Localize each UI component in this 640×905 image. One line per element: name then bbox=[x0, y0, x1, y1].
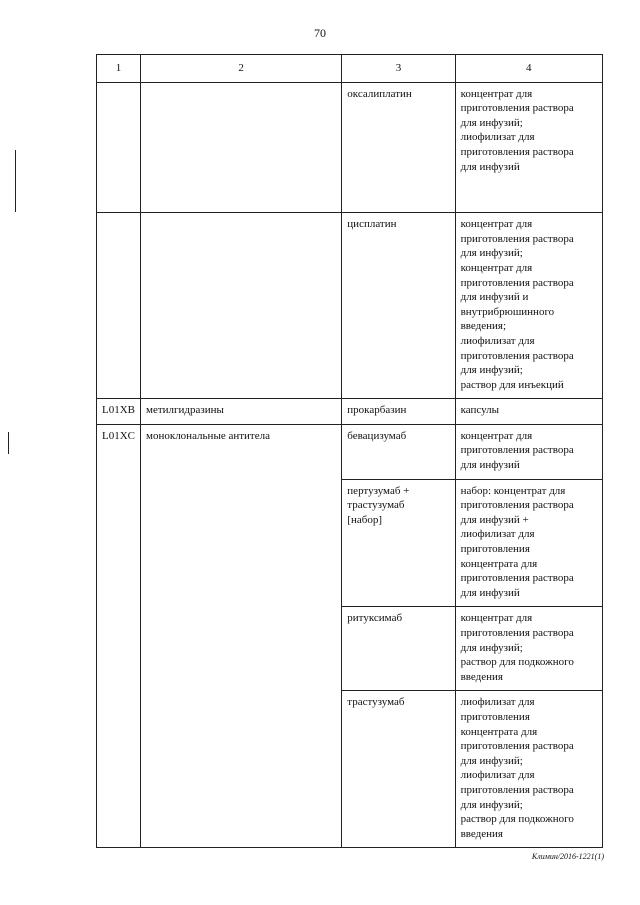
scan-mark bbox=[15, 150, 16, 212]
form-line: приготовления раствора bbox=[460, 740, 574, 753]
drug-name: бевацизумаб bbox=[347, 429, 407, 442]
form-line: введения bbox=[460, 827, 503, 840]
form-line: приготовления раствора bbox=[460, 783, 574, 796]
header-cell: 4 bbox=[455, 55, 602, 83]
drug-cell bbox=[342, 424, 455, 479]
form-line: приготовления раствора bbox=[460, 276, 574, 289]
table-row bbox=[97, 424, 603, 479]
drug-name: прокарбазин bbox=[347, 404, 407, 417]
atc-code: L01XB bbox=[102, 404, 135, 417]
form-cell bbox=[455, 607, 602, 691]
form-line: для инфузий bbox=[460, 459, 520, 472]
form-line: для инфузий; bbox=[460, 754, 523, 767]
form-line: раствор для инъекций bbox=[460, 378, 564, 391]
form-cell bbox=[455, 691, 602, 848]
form-cell bbox=[455, 399, 602, 425]
form-line: концентрат для bbox=[460, 612, 533, 625]
form-line: введения; bbox=[460, 320, 507, 333]
form-line: раствор для подкожного bbox=[460, 813, 574, 826]
group-cell bbox=[141, 82, 342, 213]
table-header-row bbox=[97, 55, 603, 83]
code-cell bbox=[97, 82, 141, 213]
form-line: для инфузий; bbox=[460, 116, 523, 129]
form-line: приготовления раствора bbox=[460, 349, 574, 362]
form-line: для инфузий; bbox=[460, 364, 523, 377]
drug-name: оксалиплатин bbox=[347, 87, 412, 100]
header-cell: 1 bbox=[97, 55, 141, 83]
form-line: приготовления раствора bbox=[460, 444, 574, 457]
scan-mark bbox=[8, 432, 9, 454]
group-cell bbox=[141, 424, 342, 847]
form-line: концентрата для bbox=[460, 725, 538, 738]
form-line: капсулы bbox=[460, 404, 500, 417]
form-line: для инфузий bbox=[460, 160, 520, 173]
header-cell: 3 bbox=[342, 55, 455, 83]
form-line: приготовления раствора bbox=[460, 627, 574, 639]
page-number: 70 bbox=[314, 26, 326, 40]
form-line: концентрат для bbox=[460, 429, 533, 442]
form-line: приготовления раствора bbox=[460, 145, 574, 158]
form-line: концентрата для bbox=[460, 557, 538, 570]
form-line: концентрат для bbox=[460, 87, 533, 100]
drug-name: трастузумаб bbox=[347, 696, 405, 709]
form-cell bbox=[455, 213, 602, 399]
drug-cell bbox=[342, 607, 455, 691]
drug-name-line: трастузумаб bbox=[347, 499, 405, 512]
code-cell bbox=[97, 399, 141, 425]
form-line: приготовления раствора bbox=[460, 499, 574, 512]
drug-cell bbox=[342, 82, 455, 213]
drug-name-line: пертузумаб + bbox=[347, 484, 410, 497]
form-cell bbox=[455, 479, 602, 607]
table-row bbox=[97, 82, 603, 213]
header-cell: 2 bbox=[141, 55, 342, 83]
form-line: концентрат для bbox=[460, 218, 533, 231]
drug-name-line: [набор] bbox=[347, 513, 382, 526]
form-line: набор: концентрат для bbox=[460, 484, 566, 497]
form-line: приготовления bbox=[460, 543, 530, 556]
form-line: приготовления раствора bbox=[460, 572, 574, 585]
form-line: приготовления раствора bbox=[460, 102, 574, 115]
drug-name: ритуксимаб bbox=[347, 612, 403, 625]
document-footer: Климин/2016-1221(1) bbox=[531, 852, 604, 861]
form-line: лиофилизат для bbox=[460, 696, 535, 709]
form-line: приготовления раствора bbox=[460, 232, 574, 245]
form-line: для инфузий bbox=[460, 586, 520, 599]
table-row bbox=[97, 399, 603, 425]
form-line: для инфузий + bbox=[460, 513, 529, 526]
drug-cell bbox=[342, 479, 455, 607]
code-cell bbox=[97, 424, 141, 847]
form-line: для инфузий; bbox=[460, 641, 523, 654]
drug-cell bbox=[342, 213, 455, 399]
drug-cell bbox=[342, 399, 455, 425]
group-name: метилгидразины bbox=[146, 404, 224, 417]
form-line: приготовления bbox=[460, 710, 530, 723]
group-cell bbox=[141, 399, 342, 425]
form-cell bbox=[455, 82, 602, 213]
form-line: раствор для подкожного bbox=[460, 656, 574, 669]
drug-name: цисплатин bbox=[347, 218, 397, 231]
form-line: лиофилизат для bbox=[460, 769, 535, 782]
form-line: внутрибрюшинного bbox=[460, 305, 555, 318]
form-cell bbox=[455, 424, 602, 479]
table-row bbox=[97, 213, 603, 399]
form-line: для инфузий; bbox=[460, 247, 523, 260]
group-name: моноклональные антитела bbox=[146, 429, 270, 442]
form-line: лиофилизат для bbox=[460, 131, 535, 144]
code-cell bbox=[97, 213, 141, 399]
form-line: для инфузий; bbox=[460, 798, 523, 811]
form-line: лиофилизат для bbox=[460, 528, 535, 541]
drug-cell bbox=[342, 691, 455, 848]
form-line: концентрат для bbox=[460, 261, 533, 274]
atc-code: L01XC bbox=[102, 429, 135, 442]
drug-table bbox=[96, 54, 603, 848]
form-line: введения bbox=[460, 670, 503, 683]
form-line: лиофилизат для bbox=[460, 334, 535, 347]
form-line: для инфузий и bbox=[460, 291, 529, 304]
group-cell bbox=[141, 213, 342, 399]
